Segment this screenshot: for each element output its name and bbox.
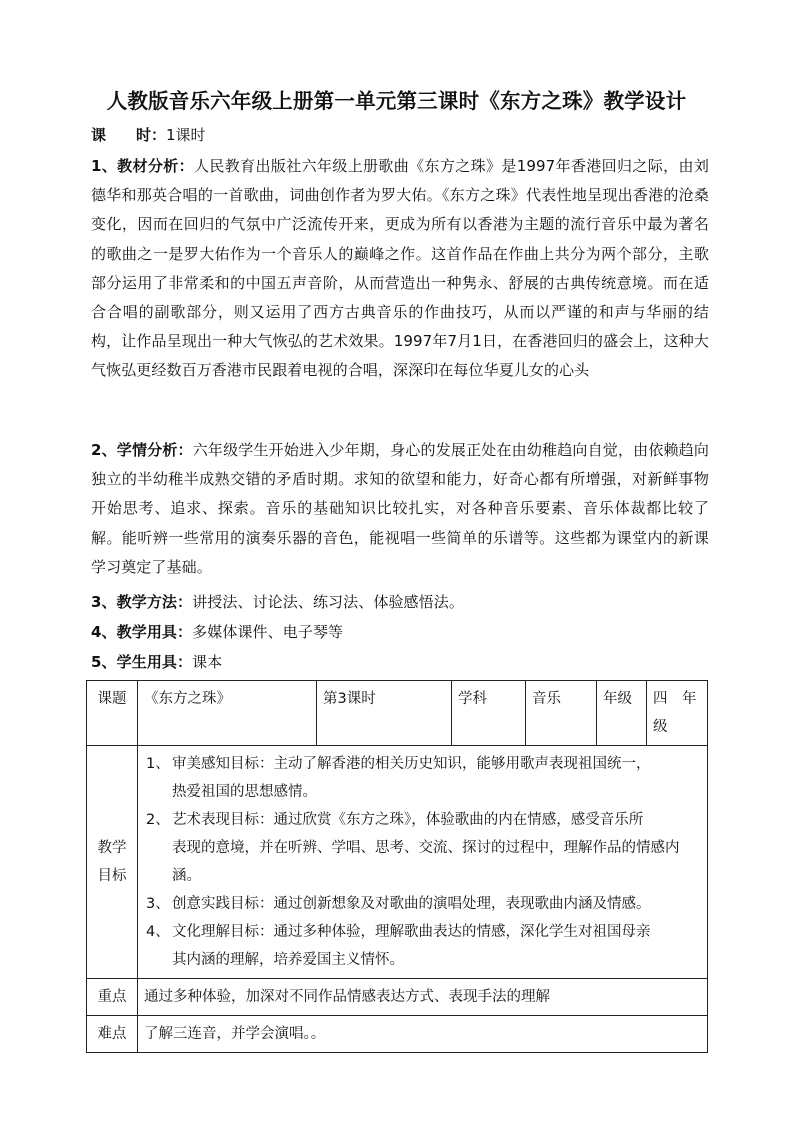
goal-text: 审美感知目标：主动了解香港的相关历史知识，能够用歌声表现祖国统一， [172,756,651,772]
goal-text-continued: 热爱祖国的思想感情。 [172,784,317,800]
section-label: 5、学生用具： [91,653,193,671]
goals-label: 教学目标 [97,840,127,884]
difficulty-value-cell: 了解三连音，并学会演唱。。 [138,1016,708,1053]
class-hours-line [91,125,206,145]
goal-number: 3、 [146,896,170,912]
section-teaching-tools [91,618,709,647]
table-row [87,1016,708,1053]
goal-item [146,806,701,890]
section-label: 1、教材分析： [91,157,195,175]
grade-value-cell: 四 年级 [647,681,708,746]
goals-cell [138,746,708,979]
section-text: 课本 [192,653,223,671]
table-row [87,979,708,1016]
goal-text-continued: 其内涵的理解，培养爱国主义情怀。 [172,952,404,968]
goal-item [146,918,701,974]
topic-value-cell: 《东方之珠》 [138,681,317,746]
goal-text-continued: 表现的意境，并在听辨、学唱、思考、交流、探讨的过程中，理解作品的情感内涵。 [172,840,680,884]
table-row [87,681,708,746]
key-point-label-cell: 重点 [87,979,138,1016]
section-teaching-methods [91,588,709,617]
goal-text: 创意实践目标：通过创新想象及对歌曲的演唱处理，表现歌曲内涵及情感。 [172,896,651,912]
goals-label-cell [87,746,138,979]
section-student-tools [91,648,709,677]
grade-label-cell: 年级 [597,681,647,746]
section-label: 4、教学用具： [91,623,193,641]
goal-number: 1、 [146,756,170,772]
goal-item [146,890,701,918]
goal-number: 2、 [146,812,170,828]
goal-item [146,750,701,806]
section-text: 人民教育出版社六年级上册歌曲《东方之珠》是1997年香港回归之际，由刘德华和那英合唱的一首歌曲，词曲创作者为罗大佑。《东方之珠》代表性地呈现出香港的沧桑变化，因而在回归的气氛中广泛流传开来，更成为所有以香港为主题的流行音乐中最为著名的歌曲之一是罗大佑作为一个音乐人的巅峰之作。这首作品在作曲上共分为两个部分，主歌部分运用了非常柔和的中国五声音阶，从而营造出一种隽永、舒展的古典传统意境。而在适合合唱的副歌部分，则又运用了西方古典音乐的作曲技巧，从而以严谨的和声与华丽的结构，让作品呈现出一种大气恢弘的艺术效果。1997年7月1日，在香港回归的盛会上，这种大气恢弘更经数百万香港市民跟着电视的合唱，深深印在每位华夏儿女的心头 [91,157,709,380]
goal-text: 艺术表现目标：通过欣赏《东方之珠》，体验歌曲的内在情感，感受音乐所 [172,812,644,828]
class-hours-label: 课 时： [91,126,167,144]
section-label: 3、教学方法： [91,593,193,611]
table-row [87,746,708,979]
goal-text: 文化理解目标：通过多种体验，理解歌曲表达的情感，深化学生对祖国母亲 [172,924,651,940]
goal-number: 4、 [146,924,170,940]
section-label: 2、学情分析： [91,441,193,459]
lesson-plan-table [86,680,708,1053]
section-textbook-analysis [91,152,709,386]
section-student-analysis [91,436,709,582]
topic-label-cell: 课题 [87,681,138,746]
section-text: 六年级学生开始进入少年期，身心的发展正处在由幼稚趋向自觉，由依赖趋向独立的半幼稚半成熟交错的矛盾时期。求知的欲望和能力，好奇心都有所增强，对新鲜事物开始思考、追求、探索。音乐的基础知识比较扎实，对各种音乐要素、音乐体裁都比较了解。能听辨一些常用的演奏乐器的音色，能视唱一些简单的乐谱等。这些都为课堂内的新课学习奠定了基础。 [91,441,710,576]
document-title: 人教版音乐六年级上册第一单元第三课时《东方之珠》教学设计 [106,89,687,113]
period-cell: 第3课时 [317,681,452,746]
class-hours-value: 1课时 [166,126,206,144]
subject-value-cell: 音乐 [526,681,597,746]
section-text: 多媒体课件、电子琴等 [192,623,344,641]
subject-label-cell: 学科 [452,681,526,746]
section-text: 讲授法、讨论法、练习法、体验感悟法。 [192,593,464,611]
key-point-value-cell: 通过多种体验，加深对不同作品情感表达方式、表现手法的理解 [138,979,708,1016]
difficulty-label-cell: 难点 [87,1016,138,1053]
